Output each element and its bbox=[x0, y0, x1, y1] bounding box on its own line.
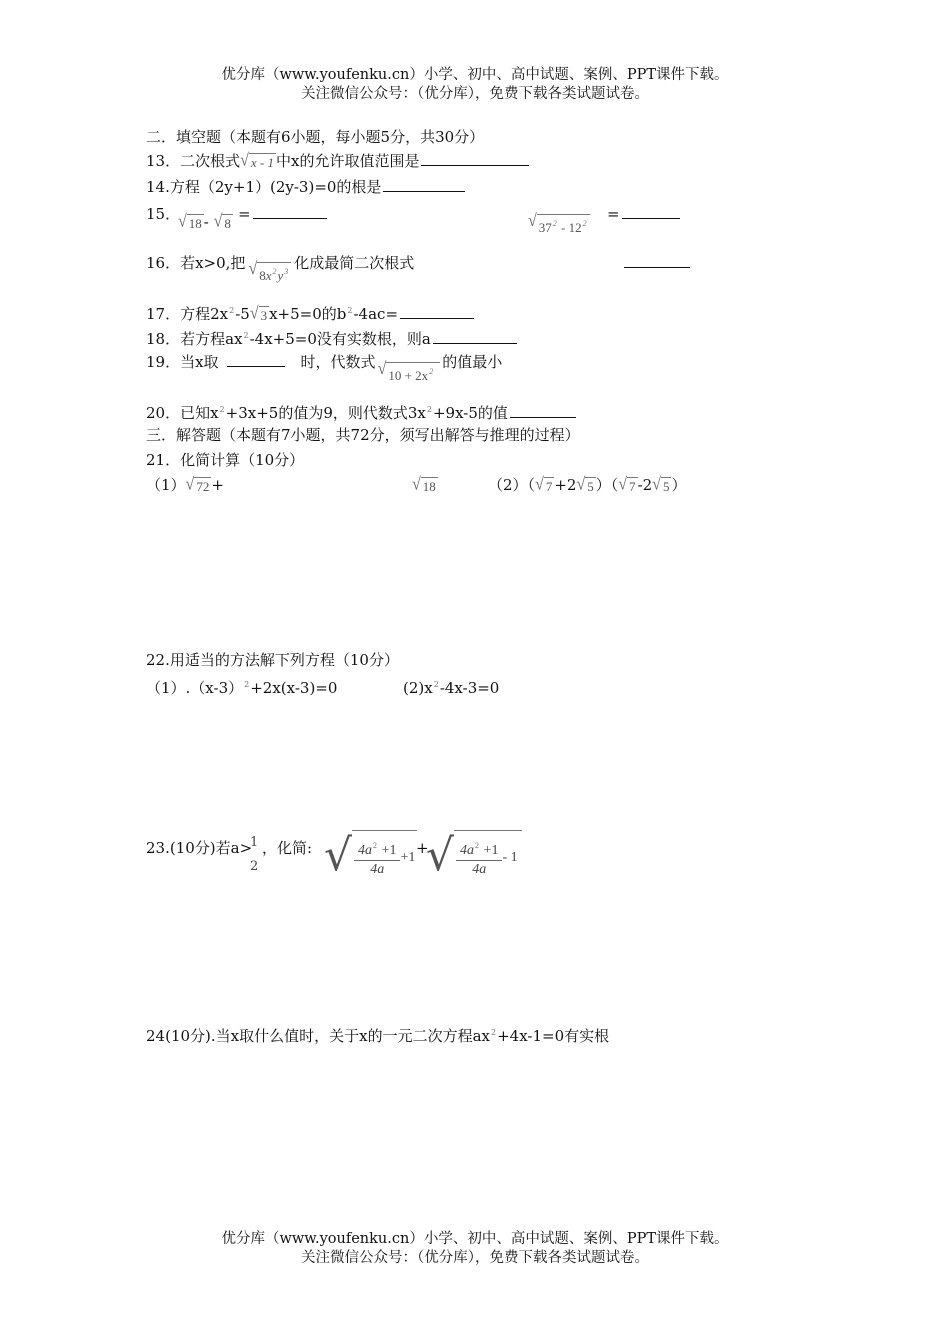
footer-line-2: 关注微信公众号：（优分库），免费下载各类试题试卷。 bbox=[301, 1250, 649, 1266]
section-3-title: 三．解答题（本题有7小题，共72分，须写出解答与推理的过程） bbox=[146, 426, 580, 444]
question-17: 17．方程$2x^2-5$ √ 3 x+5=0的$b^2-4ac=$ bbox=[146, 301, 474, 324]
sqrt-3: √ 3 bbox=[249, 304, 268, 323]
sqrt-7: √ 7 bbox=[535, 475, 553, 494]
question-15-number: 15． bbox=[146, 205, 181, 223]
radical-expression-1: √ $\frac{4a^2 +1}{4a}$ +1 bbox=[324, 830, 416, 881]
sqrt-5: √ 5 bbox=[576, 475, 594, 494]
sqrt-18: √ 18 bbox=[178, 212, 202, 231]
question-18: 18．若方程$ax^2-4x+5=0$没有实数根，则a bbox=[146, 326, 517, 349]
question-20: 20．已知$x^2+3x+5$的值为9，则代数式$3x^2+9x-5$的值 bbox=[146, 400, 576, 423]
answer-blank-17[interactable] bbox=[400, 304, 474, 319]
sqrt-8x2y3: √ $8x^2y^3$ bbox=[248, 262, 291, 284]
radical-expression-2: √ $\frac{4a^2 +1}{4a}$ - 1 bbox=[426, 830, 522, 882]
question-15-part-1: √ 18 - √ 8 bbox=[178, 212, 231, 231]
question-23-mid: ，化简: bbox=[262, 839, 313, 857]
question-22-title: 22.用适当的方法解下列方程（10分） bbox=[146, 651, 399, 669]
question-21-title: 21．化简计算（10分） bbox=[146, 451, 305, 469]
question-16: 16．若x>0,把 √ $8x^2y^3$ 化成最简二次根式 bbox=[146, 254, 415, 283]
question-16-answer bbox=[622, 253, 690, 273]
sqrt-18-b: √ 18 bbox=[412, 475, 436, 494]
answer-blank-19[interactable] bbox=[227, 352, 285, 367]
header-line-1: 优分库（www.youfenku.cn）小学、初中、高中试题、案例、PPT课件下载。 bbox=[221, 67, 729, 83]
header-line-2: 关注微信公众号：（优分库），免费下载各类试题试卷。 bbox=[301, 86, 649, 102]
footer-line-1: 优分库（www.youfenku.cn）小学、初中、高中试题、案例、PPT课件下载。 bbox=[221, 1231, 729, 1247]
answer-blank-15a[interactable] bbox=[253, 204, 327, 219]
answer-blank-18[interactable] bbox=[433, 329, 517, 344]
answer-blank-16[interactable] bbox=[624, 253, 690, 268]
question-15-answer-2: = bbox=[607, 204, 680, 224]
question-22-part-2: $(2)x^2-4x-3=0$ bbox=[403, 679, 500, 697]
sqrt-10-plus-2x2: √ $10 + 2x^2$ bbox=[378, 362, 441, 384]
question-13: 13．二次根式 √ x - 1 中x的允许取值范围是 bbox=[146, 151, 529, 171]
fraction-one-half: 1 2 bbox=[250, 835, 259, 874]
sqrt-72: √ 72 bbox=[185, 475, 210, 494]
plus-sign: + bbox=[416, 839, 429, 857]
sqrt-x-minus-1: √ x - 1 bbox=[240, 151, 274, 170]
question-21-part-1-term bbox=[412, 475, 438, 495]
answer-blank-13[interactable] bbox=[421, 151, 529, 166]
answer-blank-14[interactable] bbox=[383, 177, 465, 192]
sqrt-8: √ 8 bbox=[213, 212, 231, 231]
sqrt-7-b: √ 7 bbox=[618, 475, 636, 494]
question-19: 19．当x取 时，代数式 √ $10 + 2x^2$ 的值最小 bbox=[146, 353, 503, 383]
question-23-prefix: 23.(10分)若a> bbox=[146, 839, 253, 857]
question-24: 24(10分).当x取什么值时，关于x的一元二次方程$ax^2+4x-1=0$有实根 bbox=[146, 1027, 610, 1045]
question-14: 14.方程（2y+1）(2y-3)=0的根是 bbox=[146, 177, 465, 197]
question-21-part-1: （1） √ 72 + bbox=[146, 475, 224, 494]
question-22-part-1: $(1).(x-3)^2+2x(x-3)=0$ bbox=[146, 679, 338, 697]
question-15-part-2 bbox=[528, 211, 590, 236]
answer-blank-20[interactable] bbox=[510, 403, 576, 418]
section-2-title: 二．填空题（本题有6小题，每小题5分，共30分） bbox=[146, 128, 485, 146]
question-15-answer-1: = bbox=[238, 204, 327, 224]
answer-blank-15b[interactable] bbox=[622, 204, 680, 219]
sqrt-5-b: √ 5 bbox=[652, 475, 670, 494]
question-21-part-2: （2）（ √ 7 +2 √ 5 ）（ √ 7 -2 √ 5 ） bbox=[488, 475, 687, 494]
sqrt-37sq-minus-12sq: √ $37^2 - 12^2$ bbox=[528, 214, 590, 236]
